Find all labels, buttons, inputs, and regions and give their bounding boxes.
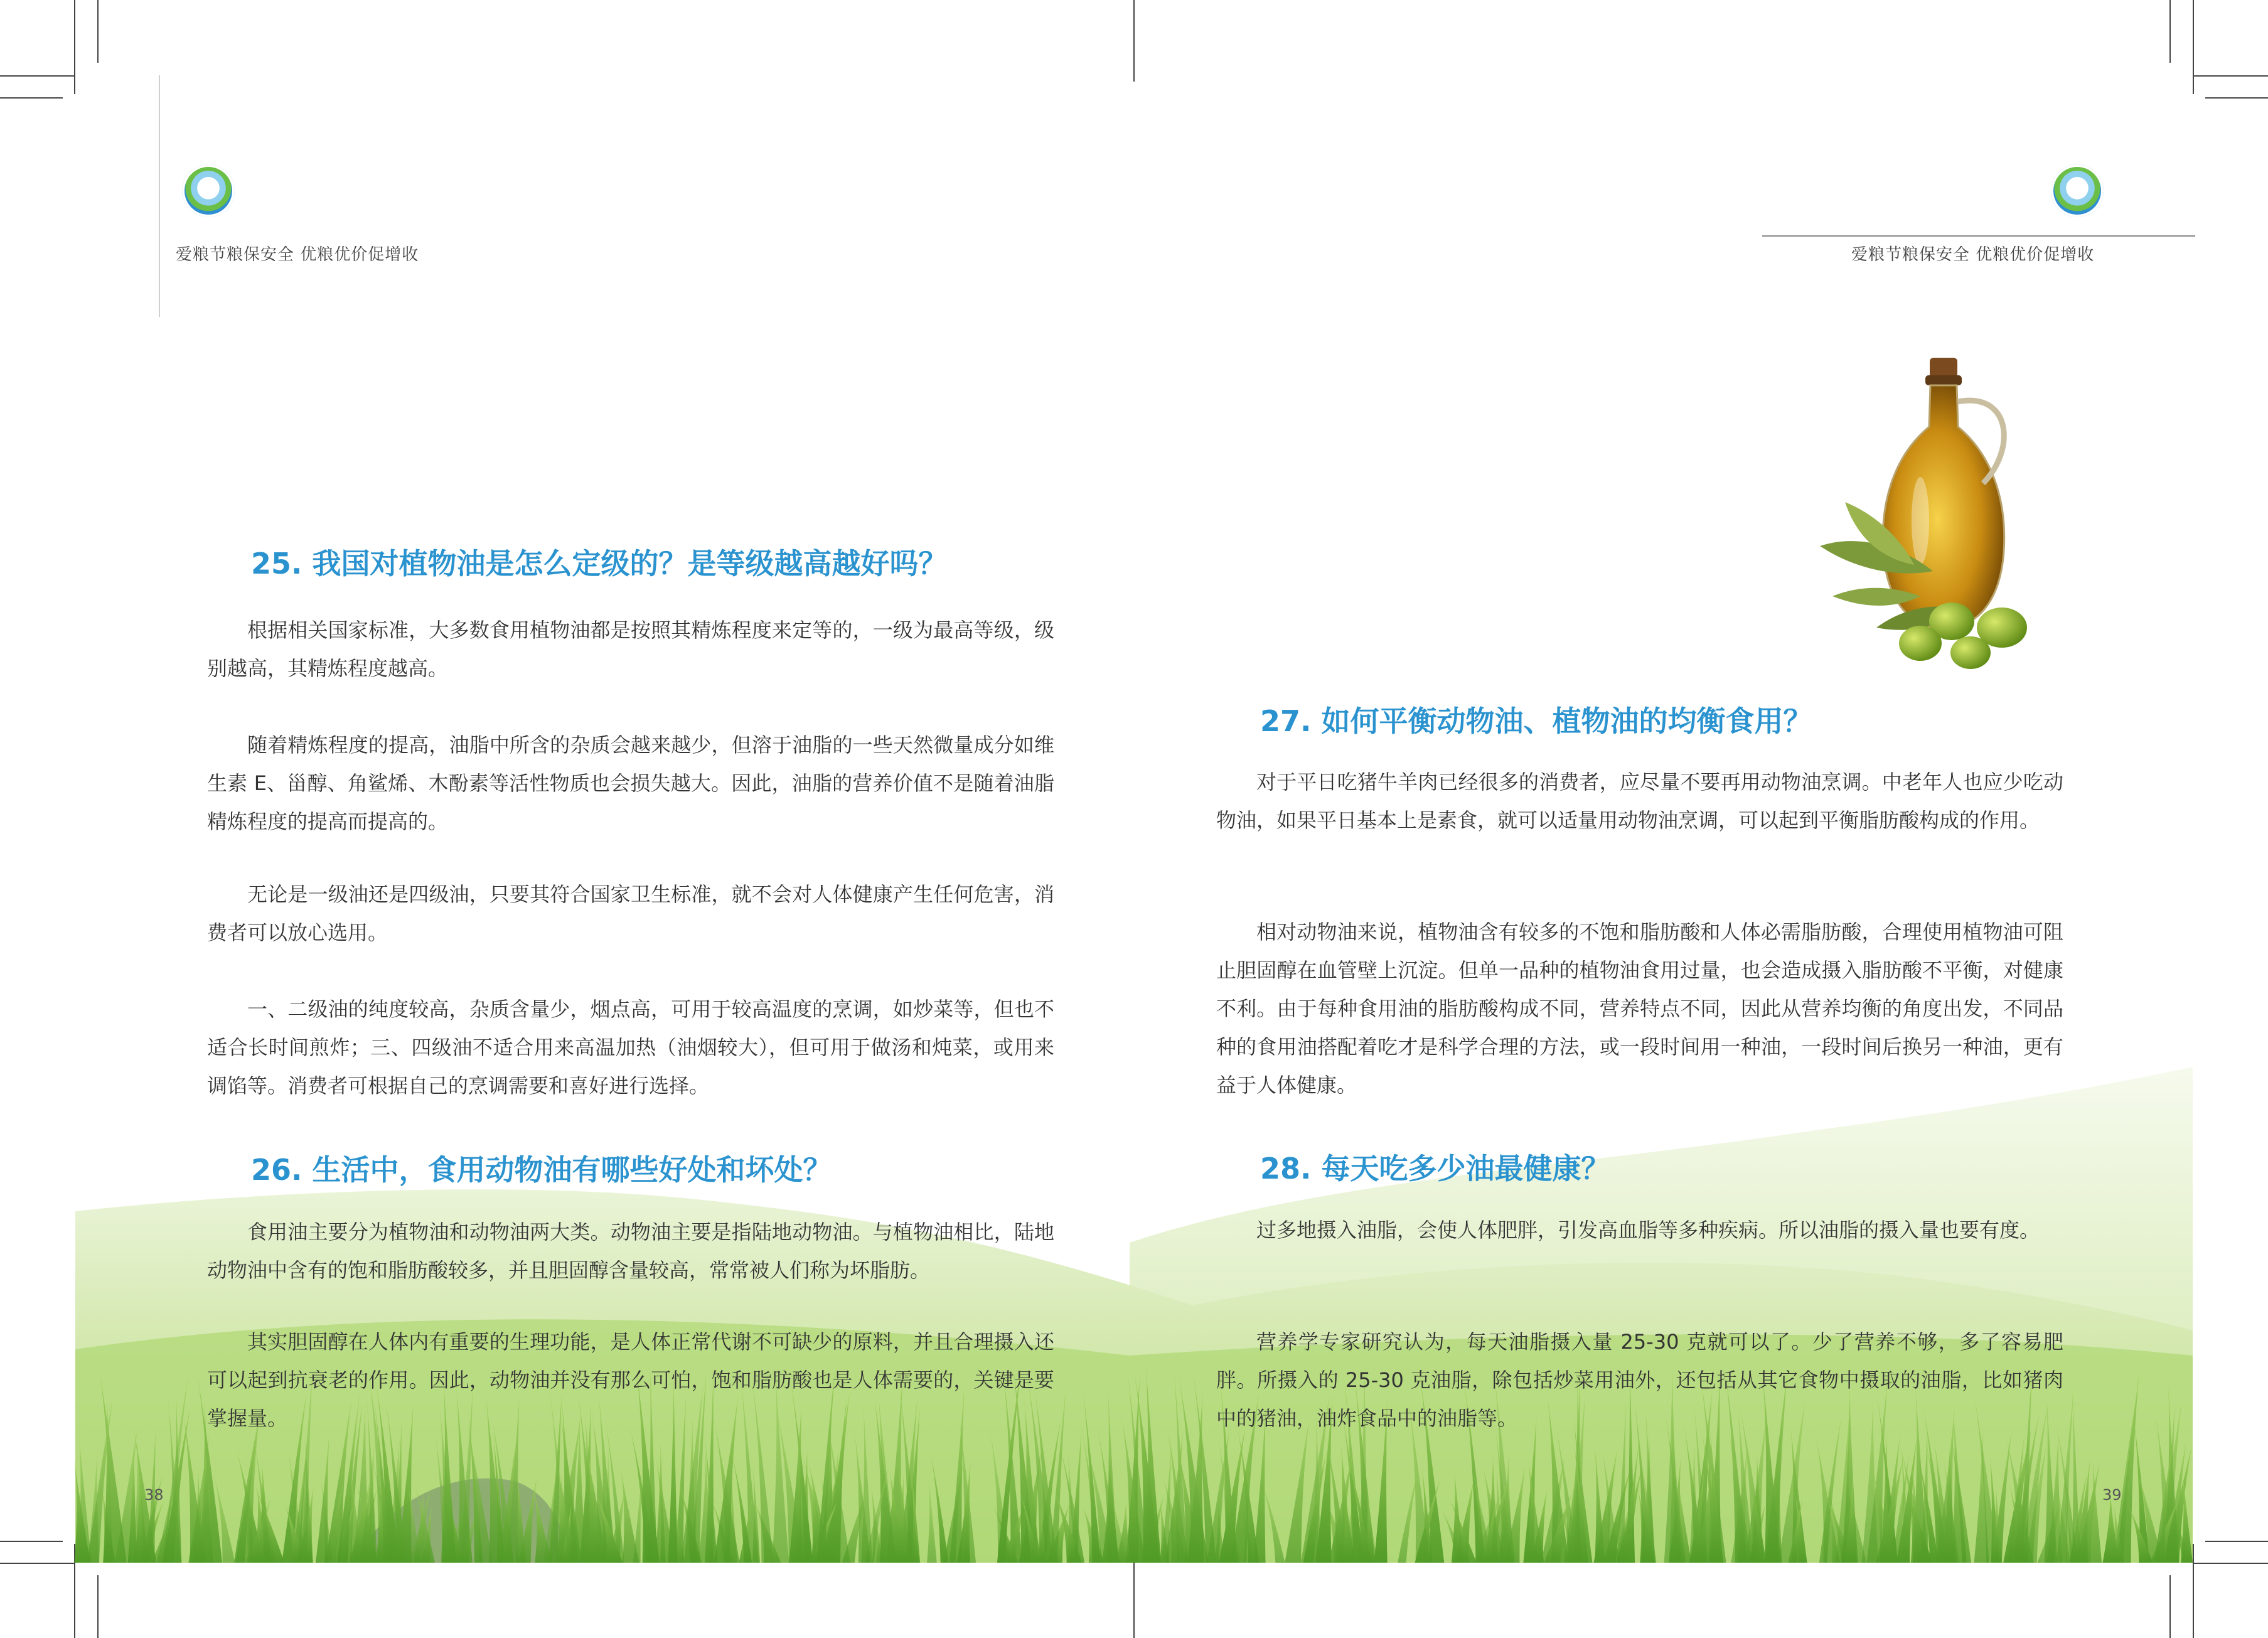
question-25-title: 25. 我国对植物油是怎么定级的？是等级越高越好吗？ (251, 547, 948, 581)
q25-paragraph: 随着精炼程度的提高，油脂中所含的杂质会越来越少，但溶于油脂的一些天然微量成分如维生素 E、甾醇、角鲨烯、木酚素等活性物质也会损失越大。因此，油脂的营养价值不是随着油脂精炼程度的提高而提高的。 (207, 733, 1054, 833)
question-26-title: 26. 生活中，食用动物油有哪些好处和坏处？ (251, 1153, 832, 1187)
page-number-right: 39 (2102, 1486, 2122, 1504)
q28-paragraph: 营养学专家研究认为，每天油脂摄入量 25-30 克就可以了。少了营养不够，多了容易肥胖。所摄入的 25-30 克油脂，除包括炒菜用油外，还包括从其它食物中摄取的油脂，比如猪肉中的猪油，油炸食品中的油脂等。 (1216, 1330, 2063, 1430)
association-logo-icon (182, 164, 235, 217)
association-logo-icon (2051, 164, 2104, 217)
q27-paragraph: 相对动物油来说，植物油含有较多的不饱和脂肪酸和人体必需脂肪酸，合理使用植物油可阻止胆固醇在血管壁上沉淀。但单一品种的植物油食用过量，也会造成摄入脂肪酸不平衡，对健康不利。由于每种食用油的脂肪酸构成不同，营养特点不同，因此从营养均衡的角度出发，不同品种的食用油搭配着吃才是科学合理的方法，或一段时间用一种油，一段时间后换另一种油，更有益于人体健康。 (1216, 920, 2063, 1097)
header-slogan-left: 爱粮节粮保安全 优粮优价促增收 (176, 245, 419, 264)
olive-oil-bottle-icon (1807, 358, 2071, 672)
q25-paragraph: 一、二级油的纯度较高，杂质含量少，烟点高，可用于较高温度的烹调，如炒菜等，但也不适合长时间煎炸；三、四级油不适合用来高温加热（油烟较大），但可用于做汤和炖菜，或用来调馅等。消费者可根据自己的烹调需要和喜好进行选择。 (207, 997, 1054, 1098)
q25-paragraph: 根据相关国家标准，大多数食用植物油都是按照其精炼程度来定等的，一级为最高等级，级别越高，其精炼程度越高。 (207, 618, 1054, 680)
q26-paragraph: 其实胆固醇在人体内有重要的生理功能，是人体正常代谢不可缺少的原料，并且合理摄入还可以起到抗衰老的作用。因此，动物油并没有那么可怕，饱和脂肪酸也是人体需要的，关键是要掌握量。 (207, 1330, 1054, 1430)
q27-paragraph: 对于平日吃猪牛羊肉已经很多的消费者，应尽量不要再用动物油烹调。中老年人也应少吃动物油，如果平日基本上是素食，就可以适量用动物油烹调，可以起到平衡脂肪酸构成的作用。 (1216, 770, 2063, 832)
header-divider (1762, 235, 2195, 237)
q26-paragraph: 食用油主要分为植物油和动物油两大类。动物油主要是指陆地动物油。与植物油相比，陆地动物油中含有的饱和脂肪酸较多，并且胆固醇含量较高，常常被人们称为坏脂肪。 (207, 1220, 1054, 1282)
question-28-title: 28. 每天吃多少油最健康？ (1260, 1152, 1610, 1186)
q25-paragraph: 无论是一级油还是四级油，只要其符合国家卫生标准，就不会对人体健康产生任何危害，消费者可以放心选用。 (207, 882, 1054, 945)
question-27-title: 27. 如何平衡动物油、植物油的均衡食用？ (1260, 704, 1812, 738)
page-number-left: 38 (144, 1486, 164, 1504)
header-slogan-right: 爱粮节粮保安全 优粮优价促增收 (1851, 245, 2095, 264)
q28-paragraph: 过多地摄入油脂，会使人体肥胖，引发高血脂等多种疾病。所以油脂的摄入量也要有度。 (1256, 1218, 2040, 1242)
